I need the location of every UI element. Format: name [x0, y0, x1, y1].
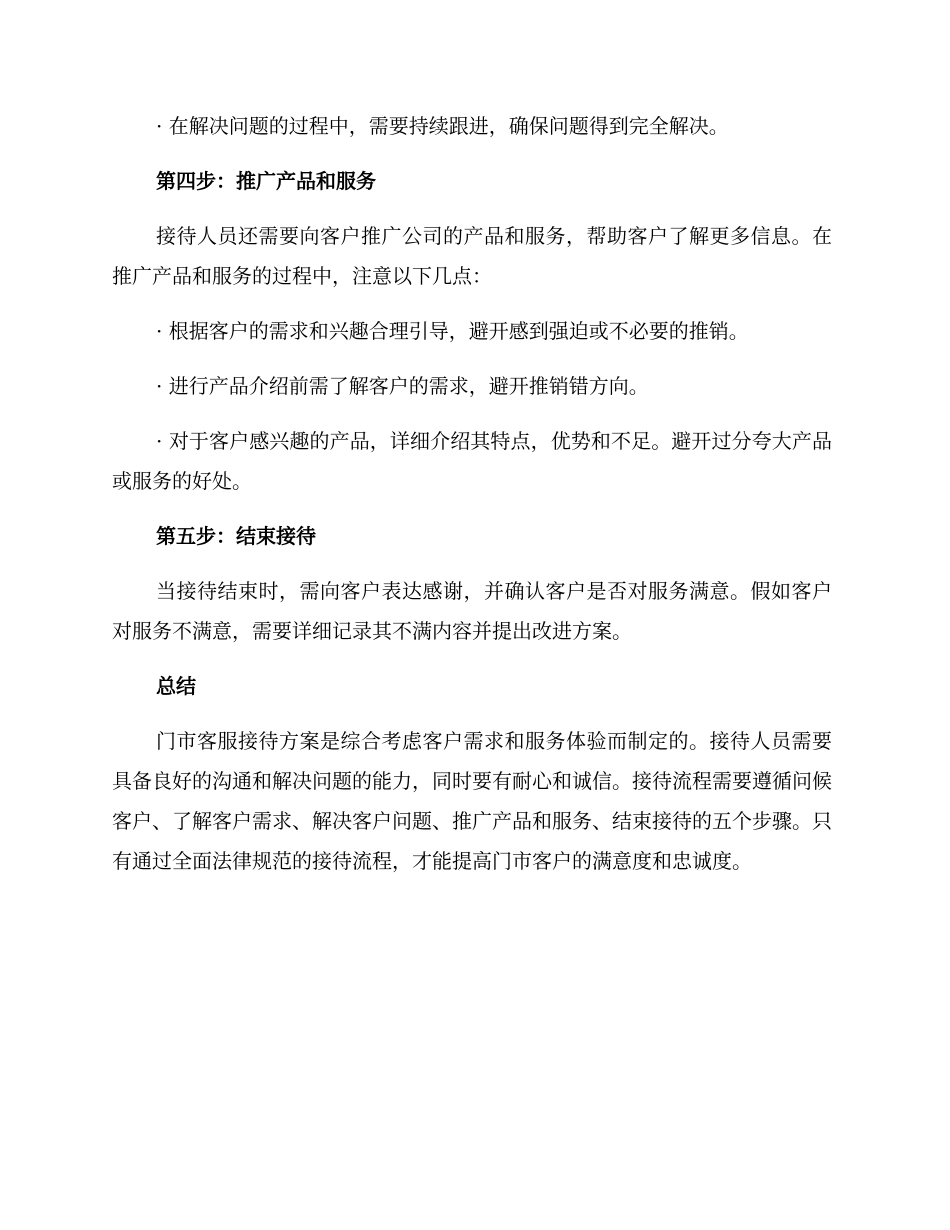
step5-heading: 第五步：结束接待	[156, 524, 316, 548]
step4-bullet-detail: · 对于客户感兴趣的产品，详细介绍其特点，优势和不足。避开过分夸大产品或服务的好处。	[112, 429, 832, 493]
step5-body: 当接待结束时，需向客户表达感谢，并确认客户是否对服务满意。假如客户对服务不满意，需要详细记录其不满内容并提出改进方案。	[112, 579, 832, 643]
step4-intro: 接待人员还需要向客户推广公司的产品和服务，帮助客户了解更多信息。在推广产品和服务的过程中，注意以下几点：	[112, 224, 832, 288]
document-body	[112, 106, 832, 896]
summary-heading: 总结	[156, 674, 196, 698]
step4-heading: 第四步：推广产品和服务	[156, 169, 376, 193]
step4-bullet-guide: · 根据客户的需求和兴趣合理引导，避开感到强迫或不必要的推销。	[156, 319, 749, 343]
bullet-followup: · 在解决问题的过程中，需要持续跟进，确保问题得到完全解决。	[156, 114, 729, 138]
step4-bullet-understand: · 进行产品介绍前需了解客户的需求，避开推销错方向。	[156, 374, 649, 398]
summary-body: 门市客服接待方案是综合考虑客户需求和服务体验而制定的。接待人员需要具备良好的沟通和解决问题的能力，同时要有耐心和诚信。接待流程需要遵循问候客户、了解客户需求、解决客户问题、推广产品和服务、结束接待的五个步骤。只有通过全面法律规范的接待流程，才能提高门市客户的满意度和忠诚度。	[112, 729, 832, 873]
